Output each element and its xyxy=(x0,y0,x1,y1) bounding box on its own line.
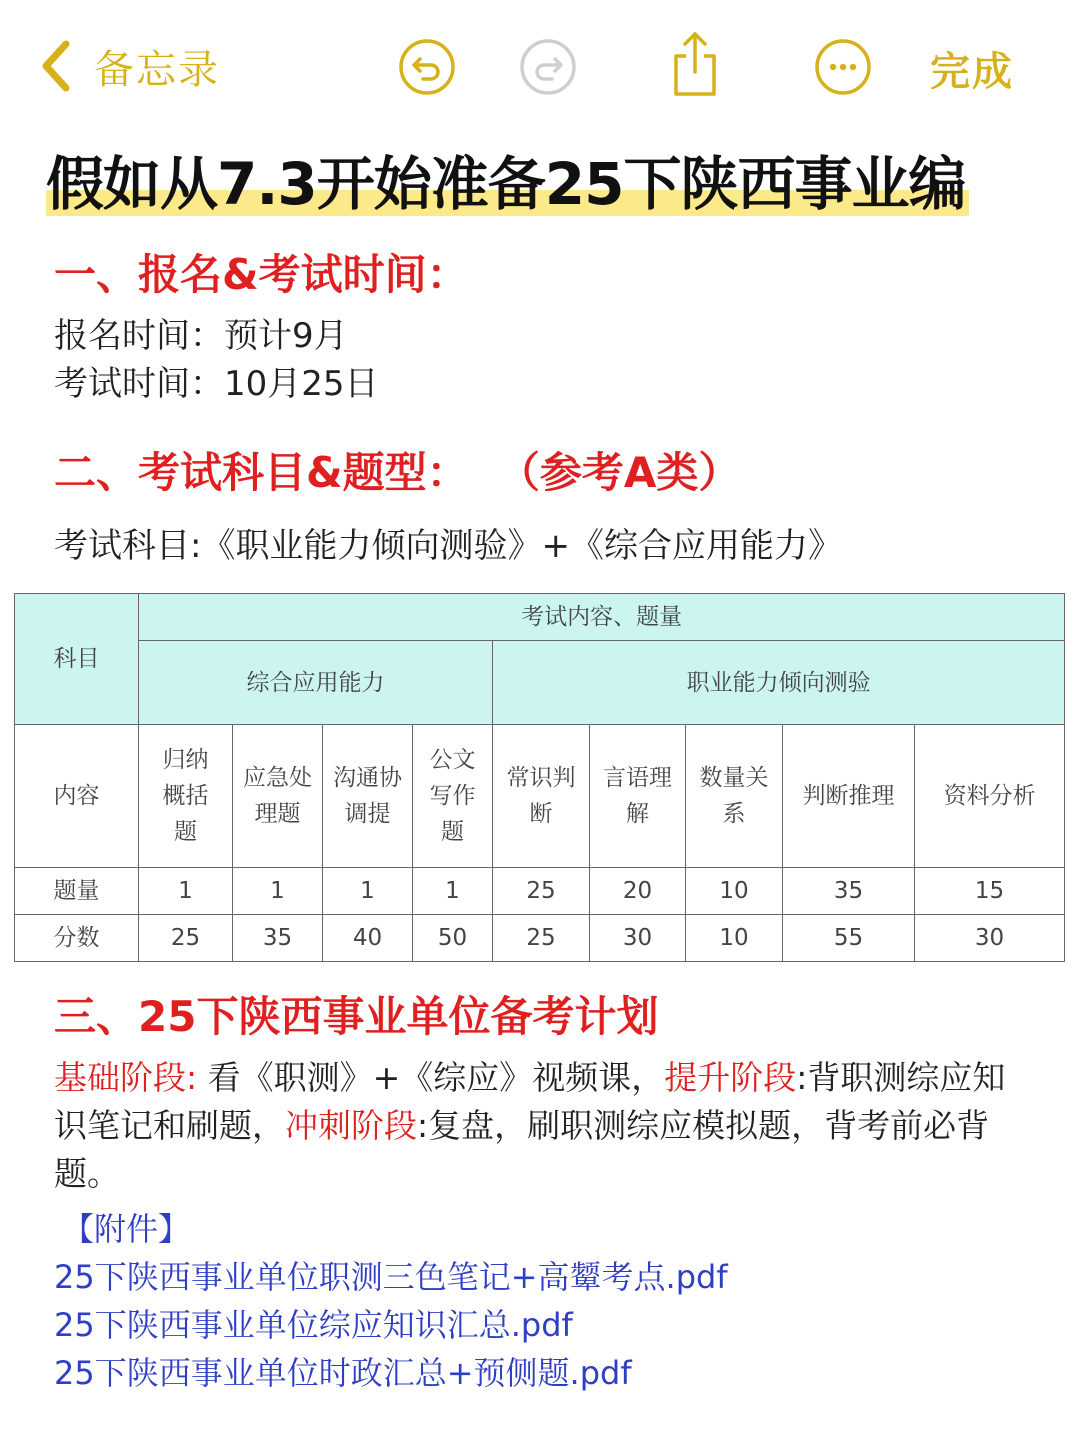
plan-paragraph xyxy=(54,1054,1029,1198)
chevron-left-icon xyxy=(38,38,72,94)
subject-header: 科目 xyxy=(53,646,100,672)
table-cell xyxy=(915,915,1065,962)
section3-heading: 三、25下陕西事业单位备考计划 xyxy=(54,992,659,1041)
table-cell xyxy=(783,915,915,962)
table-cell xyxy=(413,725,493,868)
more-button[interactable] xyxy=(814,38,872,96)
row-label: 内容 xyxy=(53,783,100,809)
table-cell xyxy=(413,915,493,962)
share-button[interactable] xyxy=(666,30,724,98)
note-title-wrap xyxy=(46,146,1046,222)
row-label-cell xyxy=(15,868,139,915)
signup-time: 报名时间：预计9月 xyxy=(54,316,348,356)
score-value: 25 xyxy=(170,925,201,951)
table-cell xyxy=(590,868,686,915)
group-header-cell xyxy=(139,641,493,725)
group-header-cell xyxy=(493,641,1065,725)
table-cell xyxy=(686,725,783,868)
table-cell xyxy=(139,725,233,868)
column-name: 公文写作题 xyxy=(429,747,476,845)
table-cell xyxy=(686,915,783,962)
done-button[interactable]: 完成 xyxy=(930,49,1014,95)
count-value: 1 xyxy=(445,878,460,904)
row-label: 分数 xyxy=(53,925,100,951)
back-button[interactable] xyxy=(38,36,220,96)
table-cell xyxy=(493,915,590,962)
table-cell xyxy=(493,868,590,915)
column-name: 言语理解 xyxy=(603,765,672,827)
count-value: 1 xyxy=(360,878,375,904)
table-cell xyxy=(783,725,915,868)
table-cell xyxy=(686,868,783,915)
undo-icon xyxy=(398,38,456,96)
exam-table xyxy=(14,593,1065,962)
table-row-content xyxy=(15,725,1065,868)
table-cell xyxy=(915,868,1065,915)
column-name: 资料分析 xyxy=(943,783,1036,809)
attachment-link-1[interactable]: 25下陕西事业单位职测三色笔记+高颦考点.pdf xyxy=(54,1258,728,1296)
score-value: 25 xyxy=(526,925,556,951)
more-icon xyxy=(814,38,872,96)
section2-heading: 二、考试科目&题型： （参考A类） xyxy=(54,448,741,497)
notes-toolbar xyxy=(0,0,1080,130)
table-cell xyxy=(233,868,323,915)
score-value: 10 xyxy=(719,925,749,951)
score-value: 30 xyxy=(974,925,1005,951)
table-cell xyxy=(413,868,493,915)
count-value: 15 xyxy=(974,878,1005,904)
stage2-label: 提升阶段 xyxy=(664,1058,797,1097)
back-label: 备忘录 xyxy=(94,46,220,93)
table-cell xyxy=(323,915,413,962)
table-cell xyxy=(233,915,323,962)
group-header-1: 综合应用能力 xyxy=(246,669,385,696)
table-row-count xyxy=(15,868,1065,915)
subject-header-cell xyxy=(15,594,139,725)
count-value: 35 xyxy=(833,878,864,904)
table-cell xyxy=(323,868,413,915)
column-name: 常识判断 xyxy=(506,765,576,827)
count-value: 20 xyxy=(622,878,653,904)
stage2-text: :背职测综应知识笔记和刷题， xyxy=(54,1058,1006,1145)
redo-icon xyxy=(519,38,577,96)
content-header-cell xyxy=(139,594,1065,641)
exam-subjects: 考试科目:《职业能力倾向测验》+《综合应用能力》 xyxy=(54,526,842,566)
table-cell xyxy=(493,725,590,868)
column-name: 判断推理 xyxy=(802,783,895,809)
table-cell xyxy=(233,725,323,868)
row-label-cell xyxy=(15,725,139,868)
stage1-label: 基础阶段: xyxy=(54,1058,198,1097)
score-value: 50 xyxy=(437,925,468,951)
group-header-2: 职业能力倾向测验 xyxy=(686,669,871,696)
count-value: 25 xyxy=(526,878,556,904)
redo-button[interactable] xyxy=(519,38,577,96)
score-value: 35 xyxy=(262,925,293,951)
table-cell xyxy=(139,868,233,915)
score-value: 40 xyxy=(352,925,383,951)
column-name: 沟通协调提 xyxy=(333,765,402,827)
undo-button[interactable] xyxy=(398,38,456,96)
attachment-link-2[interactable]: 25下陕西事业单位综应知识汇总.pdf xyxy=(54,1306,573,1344)
table-cell xyxy=(590,915,686,962)
row-label: 题量 xyxy=(53,878,100,904)
stage3-label: 冲刺阶段 xyxy=(285,1106,417,1145)
count-value: 1 xyxy=(178,878,193,904)
section1-heading: 一、报名&考试时间： xyxy=(54,250,469,299)
stage3-text: :复盘，刷职测综应模拟题，背考前必背题。 xyxy=(54,1106,990,1193)
exam-time: 考试时间：10月25日 xyxy=(54,364,379,404)
attachment-link-3[interactable]: 25下陕西事业单位时政汇总+预侧题.pdf xyxy=(54,1354,632,1392)
content-header: 考试内容、题量 xyxy=(521,604,683,630)
count-value: 10 xyxy=(719,878,749,904)
column-name: 归纳概括题 xyxy=(162,747,209,845)
table-row-score xyxy=(15,915,1065,962)
share-icon xyxy=(666,30,724,98)
column-name: 应急处理题 xyxy=(243,765,312,827)
column-name: 数量关系 xyxy=(699,765,769,827)
score-value: 30 xyxy=(622,925,653,951)
table-cell xyxy=(915,725,1065,868)
attachments-label: 【附件】 xyxy=(62,1210,191,1248)
note-title[interactable]: 假如从7.3开始准备25下陕西事业编 xyxy=(46,146,969,222)
row-label-cell xyxy=(15,915,139,962)
table-cell xyxy=(783,868,915,915)
score-value: 55 xyxy=(833,925,864,951)
table-cell xyxy=(323,725,413,868)
stage1-text: 看《职测》+《综应》视频课， xyxy=(197,1058,665,1097)
table-cell xyxy=(139,915,233,962)
table-cell xyxy=(590,725,686,868)
count-value: 1 xyxy=(270,878,285,904)
